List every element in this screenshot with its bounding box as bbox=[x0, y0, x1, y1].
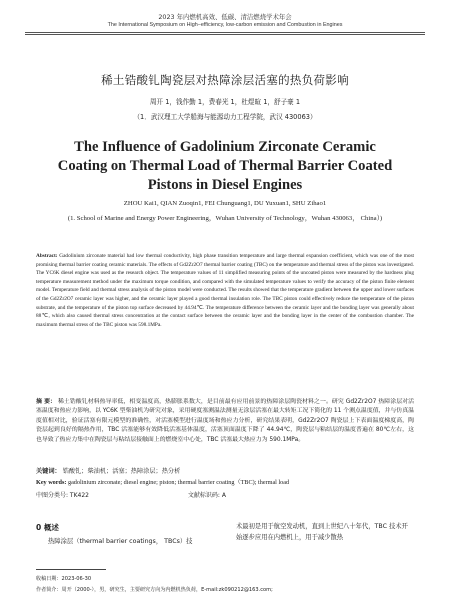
keywords-cn bbox=[36, 466, 414, 475]
section-heading: 0 概述 bbox=[36, 523, 59, 532]
title-en-line-3: Pistons in Diesel Engines bbox=[147, 177, 303, 193]
footnote-received: 收稿日期：2023-06-30 bbox=[36, 576, 92, 582]
keywords-en-text: gadolinium zirconate; diesel engine; piston; thermal barrier coating（TBC); thermal load bbox=[67, 479, 290, 486]
abstract-en-label: Abstract: bbox=[36, 253, 58, 259]
classification-line bbox=[36, 490, 414, 499]
body-column-left: 热障涂层（thermal barrier coatings， TBCs）技 bbox=[48, 538, 193, 545]
abstract-cn-label: 摘 要： bbox=[36, 399, 56, 405]
clc-number: 中图分类号: TK422 bbox=[36, 492, 89, 499]
keywords-en bbox=[36, 478, 414, 487]
title-en-line-1: The Influence of Gadolinium Zirconate Ceramic bbox=[74, 139, 376, 155]
abstract-cn-text: 稀土锆酸钆材料热导率低，相变温度高，热膨胀系数大，是目前最有应用前景的热障涂层陶瓷材料之一。研究 Gd2Zr2O7 热障涂层对活塞温度和热应力影响，以 YC6K 型柴油机为研究对象，采用硬度塞测温法测量无涂层活塞在最大转矩工况下简化的 11 个测点温度值，并与仿真温度值相对比，验证活塞有限元模型的准确性，对活塞模型进行温度场和热应力分析，研究结果表明，Gd2Zr2O7 陶瓷层上下表面温度梯度高，陶瓷层起到良好的隔热作用，TBC 活塞能够有效降低活塞基体温度，活塞顶面温度下降了 44.94℃，陶瓷层与粘结层的温度普遍在 80℃左右，这也导致了热应力集中在陶瓷层与粘结层接触面上的燃烧室中心处，TBC 活塞最大热应力为 590.1MPa。 bbox=[36, 399, 414, 443]
affiliation-cn: （1．武汉理工大学船海与能源动力工程学院，武汉 430063） bbox=[133, 113, 317, 121]
abstract-cn bbox=[36, 398, 414, 445]
keywords-cn-label: 关键词： bbox=[36, 468, 61, 475]
title-en-line-2: Coating on Thermal Load of Thermal Barrier Coated bbox=[57, 158, 393, 174]
title-cn: 稀土锆酸钆陶瓷层对热障涂层活塞的热负荷影响 bbox=[101, 73, 349, 87]
document-code: 文献标识码: A bbox=[187, 492, 226, 499]
keywords-en-label: Key words: bbox=[36, 479, 67, 486]
body-column-right: 术最初是用于航空发动机，直到上世纪八十年代，TBC 技术开始逐步应用在内燃机上，用于减少散热 bbox=[236, 523, 408, 541]
authors-cn: 周开 1，钱作勤 1，费春光 1，杜煜暄 1，舒子豪 1 bbox=[149, 98, 301, 106]
footnote-rule bbox=[36, 569, 106, 570]
header-rule bbox=[25, 32, 425, 33]
abstract-en bbox=[36, 252, 414, 329]
keywords-cn-text: 锆酸钆；柴油机；活塞；热障涂层；热分析 bbox=[62, 468, 181, 475]
conference-name-en: The International Symposium on High−efficiency, low-carbon emission and Combustion in Engines bbox=[107, 22, 343, 28]
authors-en: ZHOU Kai1, QIAN Zuoqin1, FEI Chunguang1, DU Yuxuan1, SHU Zihao1 bbox=[123, 200, 327, 207]
footnote-author: 作者简介：周开（2000-），男，研究生，主要研究方向为内燃机热负荷，E-mail:zk090212@163.com; bbox=[36, 587, 273, 593]
abstract-en-text: Gadolinium zirconate material had low thermal conductivity, high phase transition temperature and large thermal expansion coefficient, which was one of the most promising thermal barrier coating ceramic materials. The effects of Gd2Zr2O7 thermal barrier coating (TBC) on the temperature and thermal stress of the piston was investigated. The YC6K diesel engine was used as the research object. The temperature values of 11 simplified measuring points of the uncoated piston were measured by the hardness plug temperature measurement method under the maximum torque condition, and compared with the simulated temperature values to verify the accuracy of the piston finite element model. Temperature field and thermal stress analysis of the piston model were conducted. The results showed that the temperature gradient between the upper and lower surfaces of the Gd2Zr2O7 ceramic layer was higher, and the ceramic layer played a good thermal insulation role. The TBC piston could effectively reduce the temperature of the piston substrate, and the temperature of the piston top surface decreased by 44.94℃. The temperature difference between the ceramic layer and the bonding layer was generally about 88℃, which also caused thermal stress concentration at the contact surface between the ceramic layer and the bonding layer in the center of the combustion chamber. The maximum thermal stress of the TBC piston was 598.1MPa. bbox=[36, 253, 414, 328]
affiliation-en: (1. School of Marine and Energy Power Engineering，Wuhan University of Technology，Wuhan 430063， China）) bbox=[67, 215, 383, 222]
title-en bbox=[0, 138, 450, 195]
conference-name-cn: 2023 年内燃机高效、低碳、清洁燃烧学术年会 bbox=[158, 13, 292, 21]
header-rule-double bbox=[25, 34, 425, 35]
